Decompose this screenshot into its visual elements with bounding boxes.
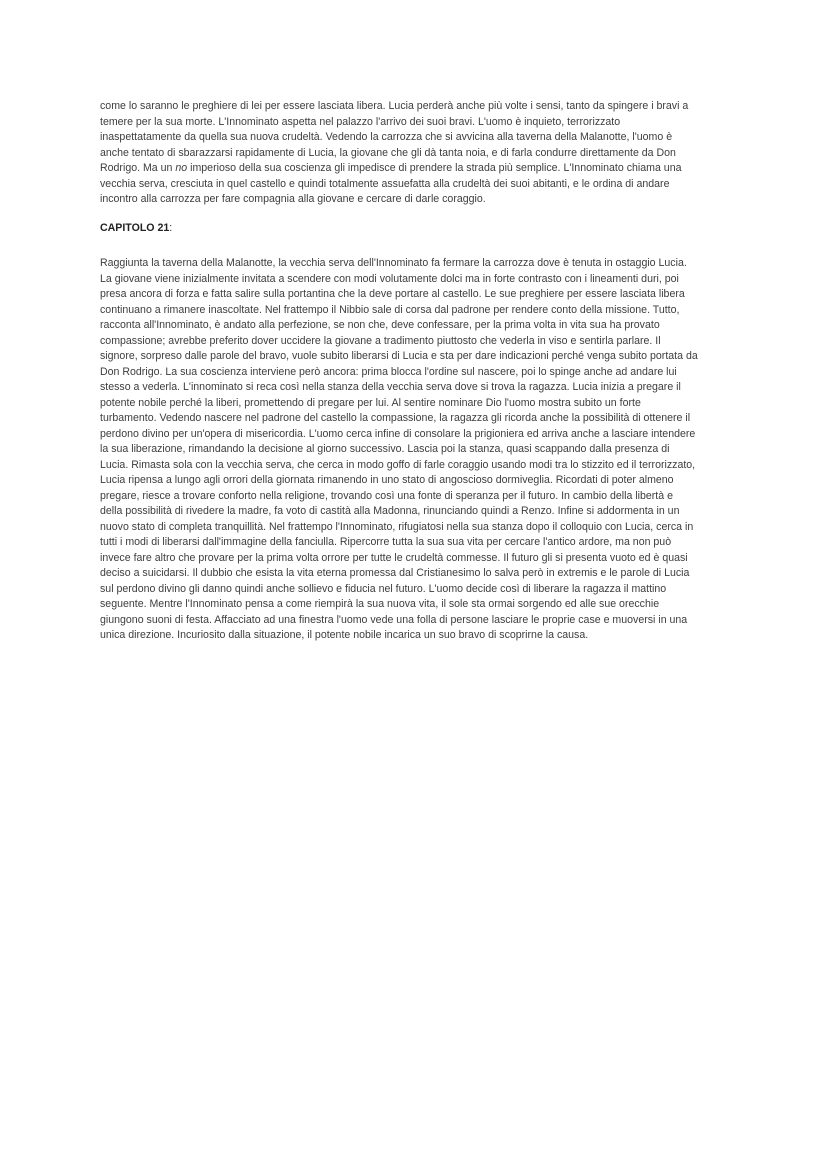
text-line: temere per la sua morte. L'Innominato aspetta nel palazzo l'arrivo dei suoi bravi. L'uomo è inquieto, terrorizzato [100, 115, 621, 128]
text-line: stesso a vederla. L'innominato si reca così nella stanza della vecchia serva dove si trova la ragazza. Lucia inizia a pregare il [100, 381, 681, 393]
text-line: La giovane viene inizialmente invitata a scendere con modi volutamente dolci ma in forte contrasto con i lineamenti duri, poi [100, 272, 679, 285]
chapter-title-suffix: : [169, 222, 173, 234]
text-line: perdono divino per un'opera di misericordia. L'uomo cerca infine di consolare la prigioniera ed arriva anche a lasciare intendere [100, 427, 696, 440]
text-line: giungono suoni di festa. Affacciato ad una finestra l'uomo vede una folla di persone lasciare le proprie case e muoversi in una [100, 613, 688, 626]
line-segment: Rodrigo. Ma un [100, 162, 176, 174]
text-line: la sua liberazione, rimandando la decisione al giorno successivo. Lascia poi la stanza, quasi scappando dalla presenza di [100, 443, 670, 455]
text-line: Lucia. Rimasta sola con la vecchia serva, che cerca in modo goffo di farle coraggio usando modi tra lo stizzito ed il terrorizzato, [100, 458, 696, 471]
italic-word: no [175, 162, 188, 174]
text-line: sul perdono divino gli danno quindi anche sollievo e fiducia nel futuro. L'uomo decide così di liberare la ragazza il mattino [100, 582, 667, 595]
text-line [100, 161, 740, 177]
text-line: incontro alla carrozza per fare compagnia alla giovane e cercare di darle coraggio. [100, 193, 486, 205]
text-line: vecchia serva, cresciuta in quel castello e quindi totalmente assuefatta alla crudeltà dei suoi abitanti, e le ordina di andare [100, 177, 670, 190]
continuation-paragraph [100, 99, 740, 208]
chapter-title: CAPITOLO 21 [100, 222, 170, 234]
text-line: signore, sorpreso dalle parole del bravo, vuole subito liberarsi di Lucia e sta per dare indicazioni perché venga subito portata da [100, 350, 698, 362]
text-line: Raggiunta la taverna della Malanotte, la vecchia serva dell'Innominato fa fermare la carrozza dove è tenuta in ostaggio Lucia. [100, 257, 687, 269]
text-line: compassione; avrebbe preferito dover uccidere la giovane a tradimento piuttosto che vederla in viso e sentirla parlare. Il [100, 334, 661, 347]
text-line: inaspettatamente da quella sua nuova crudeltà. Vedendo la carrozza che si avvicina alla taverna della Malanotte, l'uomo è [100, 131, 673, 143]
chapter-paragraph [100, 256, 740, 644]
text-line: potente nobile perché la liberi, promettendo di pregare per lui. Al sentire nominare Dio l'uomo mostra subito un forte [100, 396, 641, 409]
line-segment: imperioso della sua coscienza gli impedisce di prendere la strada più semplice. L'Innominato chiama una [187, 162, 682, 174]
text-line: della possibilità di rivedere la madre, fa voto di castità alla Madonna, rinunciando quindi a Renzo. Infine si addormenta in un [100, 505, 680, 517]
text-line: come lo saranno le preghiere di lei per essere lasciata libera. Lucia perderà anche più volte i sensi, tanto da spingere i bravi a [100, 100, 689, 112]
chapter-heading [100, 221, 172, 237]
text-line: Don Rodrigo. La sua coscienza interviene però ancora: prima blocca l'ordine sul nascere, poi lo spinge anche ad andare lui [100, 365, 677, 378]
text-line: invece fare altro che provare per la prima volta orrore per tutte le crudeltà commesse. Il futuro gli si presenta vuoto ed è quasi [100, 551, 688, 564]
text-line: nuovo stato di completa tranquillità. Nel frattempo l'Innominato, rifugiatosi nella sua stanza dopo il colloquio con Lucia, cerca in [100, 520, 694, 533]
text-line: presa ancora di forza e fatta salire sulla portantina che la deve portare al castello. Le sue preghiere per essere lasciata libera [100, 288, 685, 300]
text-line: continuano a rimanere inascoltate. Nel frattempo il Nibbio sale di corsa dal padrone per rendere conto della missione. Tutto, [100, 303, 680, 316]
text-line: deciso a suicidarsi. Il dubbio che esista la vita eterna promessa dal Cristianesimo lo salva però in extremis e le parole di Lucia [100, 567, 690, 579]
text-line: tutti i modi di liberarsi dall'immagine della fanciulla. Ripercorre tutta la sua sua vita per cercare l'antico ardore, ma non può [100, 536, 672, 548]
text-line: unica direzione. Incuriosito dalla situazione, il potente nobile incarica un suo bravo di scoprirne la causa. [100, 629, 589, 641]
text-line: pregare, riesce a trovare conforto nella religione, trovando così una fonte di speranza per il futuro. In cambio della libertà e [100, 489, 673, 502]
text-line: turbamento. Vedendo nascere nel padrone del castello la compassione, la ragazza gli ricorda anche la possibilità di ottenere il [100, 412, 691, 424]
text-line: anche tentato di sbarazzarsi rapidamente di Lucia, la giovane che gli dà tanta noia, e di farla condurre direttamente da Don [100, 146, 676, 159]
text-line: Lucia ripensa a lungo agli orrori della giornata rimanendo in uno stato di angoscioso dormiveglia. Ricordati di poter almeno [100, 474, 674, 486]
text-line: seguente. Mentre l'Innominato pensa a come riempirà la sua nuova vita, il sole sta ormai sorgendo ed alle sue orecchie [100, 598, 660, 610]
text-line: racconta all'Innominato, è andato alla perfezione, se non che, deve confessare, per la prima volta in vita sua ha provato [100, 319, 660, 331]
